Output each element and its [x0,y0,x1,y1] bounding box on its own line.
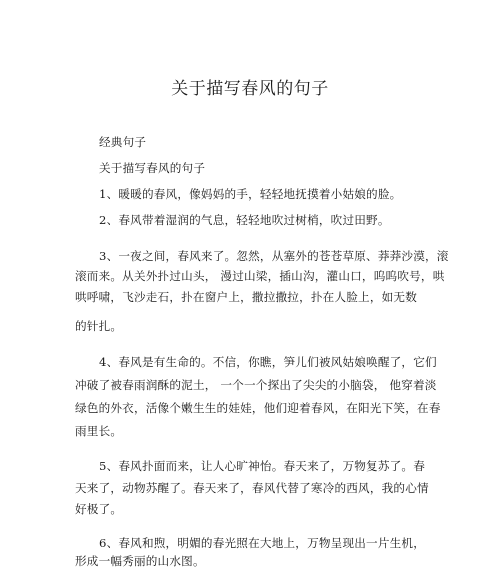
paragraph-2-line-1: 2、春风带着湿润的气息，轻轻地吹过树梢，吹过田野。 [99,213,390,227]
paragraph-6-line-2: 形成一幅秀丽的山水图。 [75,554,205,568]
paragraph-3-line-4: 的针扎。 [75,319,123,333]
paragraph-3-line-1: 3、一夜之间，春风来了。忽然，从塞外的苍苍草原、莽莽沙漠，滚 [99,249,449,263]
paragraph-4-line-1: 4、春风是有生命的。不信，你瞧，笋儿们被风姑娘唤醒了，它们 [99,355,437,369]
paragraph-6-line-1: 6、春风和煦，明媚的春光照在大地上，万物呈现出一片生机， [99,536,426,550]
paragraph-4-line-3: 绿色的外衣，活像个嫩生生的娃娃，他们迎着春风，在阳光下笑，在春 [75,401,441,415]
paragraph-5-line-2: 天来了，动物苏醒了。春天来了，春风代替了寒冷的西风，我的心情 [75,481,429,495]
paragraph-4-line-4: 雨里长。 [75,424,123,438]
sub-heading: 关于描写春风的句子 [99,161,206,175]
paragraph-1-line-1: 1、暖暖的春风，像妈妈的手，轻轻地抚摸着小姑娘的脸。 [99,187,402,201]
paragraph-5-line-1: 5、春风扑面而来，让人心旷神怡。春天来了，万物复苏了。春 [99,459,426,473]
paragraph-3-line-2: 滚而来。从关外扑过山头， 漫过山梁，插山沟，灌山口，呜呜吹号，哄 [75,269,445,283]
paragraph-4-line-2: 冲破了被春雨润酥的泥土， 一个一个探出了尖尖的小脑袋， 他穿着淡 [75,378,437,392]
section-heading: 经典句子 [99,135,147,149]
paragraph-5-line-3: 好极了。 [75,502,123,516]
document-title: 关于描写春风的句子 [171,79,329,99]
paragraph-3-line-3: 哄呼啸，飞沙走石，扑在窗户上，撒拉撒拉，扑在人脸上，如无数 [75,290,418,304]
